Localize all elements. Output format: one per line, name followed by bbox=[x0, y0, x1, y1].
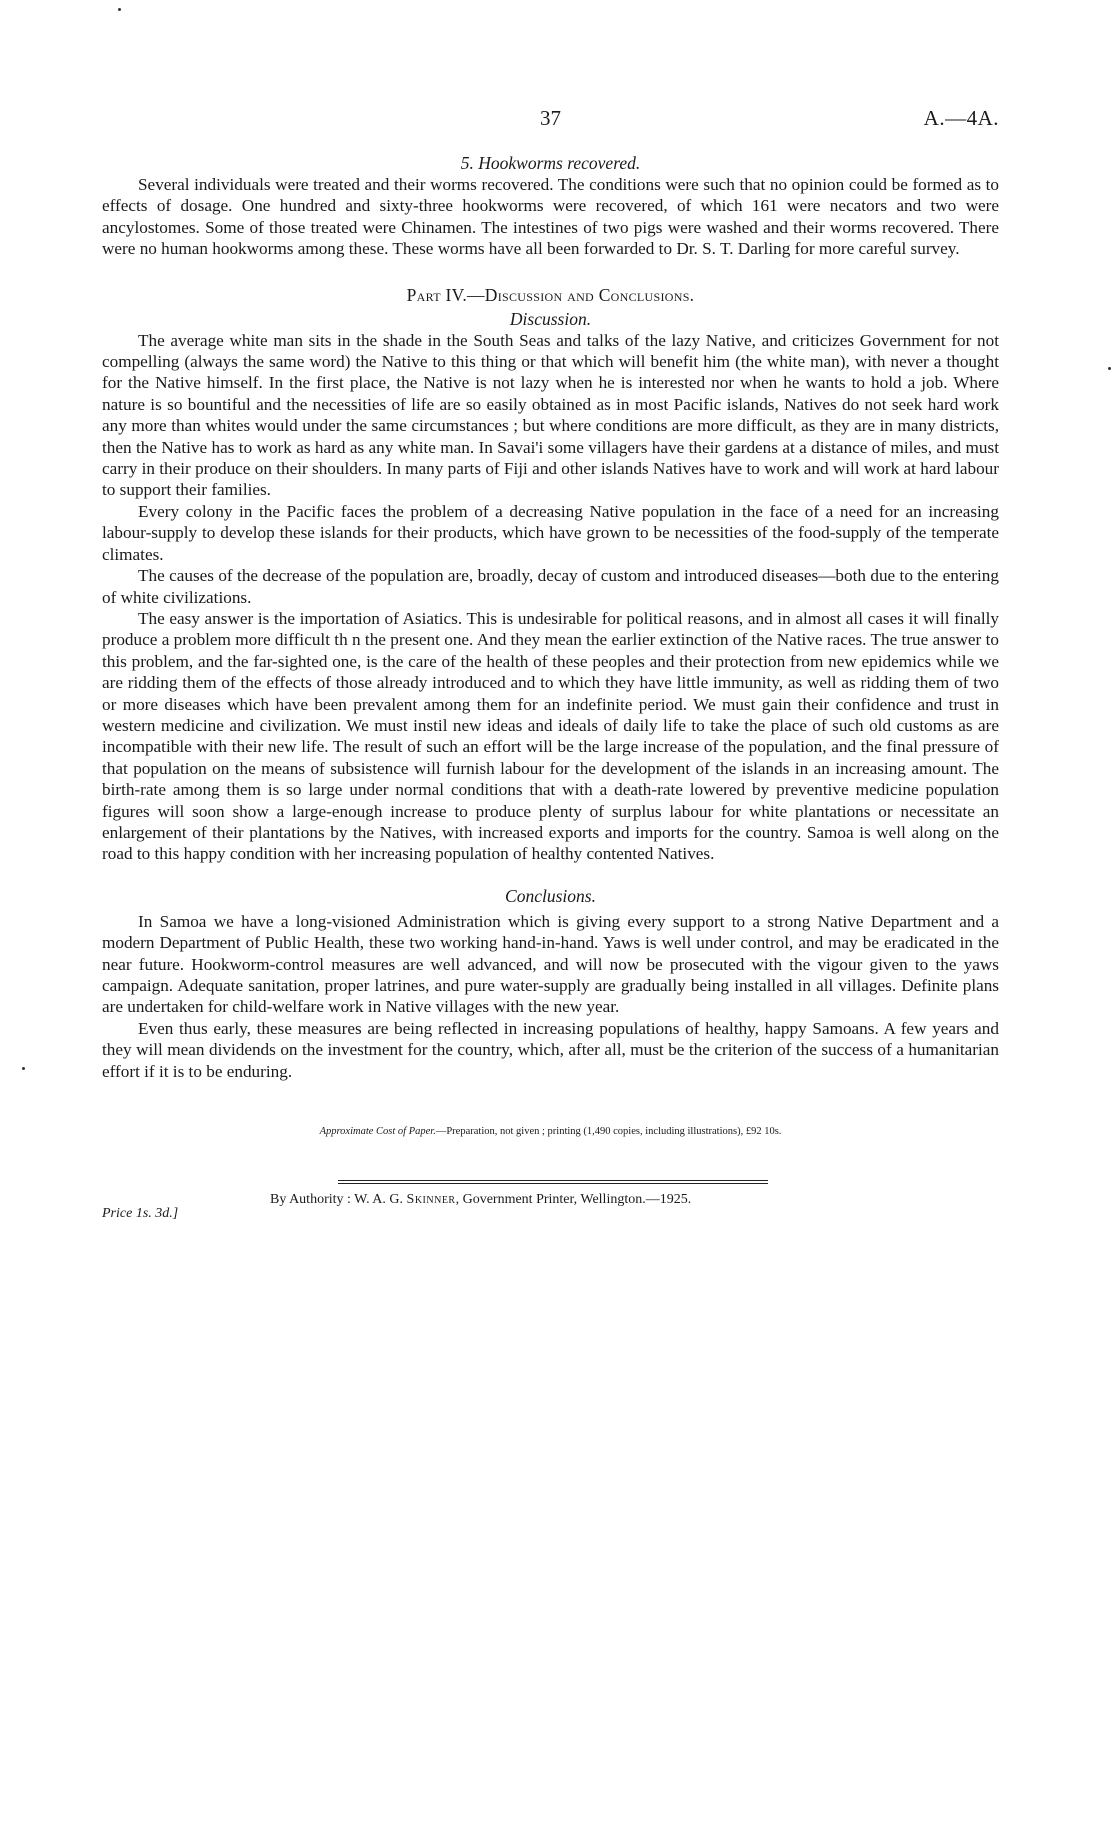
divider-rule bbox=[338, 1183, 768, 1184]
divider-rule bbox=[338, 1180, 768, 1181]
authority-line bbox=[270, 1192, 999, 1208]
authority-prefix: By Authority : W. A. G. bbox=[270, 1192, 407, 1208]
document-reference: A.—4A. bbox=[923, 106, 999, 130]
scan-mark bbox=[22, 1067, 25, 1070]
discussion-heading: Discussion. bbox=[509, 308, 592, 329]
paragraph: The easy answer is the importation of Asiatics. This is undesirable for political reasons, and in almost all cases it will finally produce a problem more difficult th n the present one. And they mean the earlier extinction of the Native races. The true answer to this problem, and the far-sighted one, is the care of the health of these peoples and their protection from new epidemics while we are ridding them of the effects of those already introduced and to which they have little immunity, as well as ridding them of two or more diseases which have been prevalent among them for an indefinite period. We must gain their confidence and trust in western medicine and civilization. We must instil new ideas and ideals of daily life to take the place of such old customs as are incompatible with their new life. The result of such an effort will be the large increase of the population, and the final pressure of that population on the means of subsistence will furnish labour for the development of the islands in an increasing amount. The birth-rate among them is so large under normal conditions that with a death-rate lowered by preventive medicine population figures will soon show a large-enough increase to produce plenty of surplus labour for white plantations or necessitate an enlargement of their plantations by the Natives, with increased exports and imports for the country. Samoa is well along on the road to this happy condition with her increasing population of healthy contented Natives. bbox=[102, 608, 999, 864]
section-heading: 5. Hookworms recovered. bbox=[460, 153, 641, 173]
page-header bbox=[102, 0, 999, 130]
scan-mark bbox=[1108, 367, 1111, 370]
conclusions-heading: Conclusions. bbox=[505, 885, 596, 906]
authority-suffix: , Government Printer, Wellington.—1925. bbox=[455, 1192, 692, 1208]
paragraph: In Samoa we have a long-visioned Administration which is giving every support to a strong Native Department and a modern Department of Public Health, these two working hand-in-hand. Yaws is well under control, and may be eradicated in the near future. Hookworm-control measures are well advanced, and will now be prosecuted with the vigour given to the yaws campaign. Adequate sanitation, proper latrines, and pure water-supply are gradually being installed in all villages. Definite plans are undertaken for child-welfare work in Native villages with the new year. bbox=[102, 911, 999, 1017]
paragraph: Every colony in the Pacific faces the problem of a decreasing Native population in the face of a need for an increasing labour-supply to develop these islands for their products, which have grown to be necessities of the food-supply of the temperate climates. bbox=[102, 501, 999, 564]
paragraph: The average white man sits in the shade in the South Seas and talks of the lazy Native, and criticizes Government for not compelling (always the same word) the Native to this thing or that which will benefit him (the white man), with never a thought for the Native himself. In the first place, the Native is not lazy when he is interested nor when he wants to hold a job. Where nature is so bountiful and the necessities of life are so easily obtained as in most Pacific islands, Natives do not seek hard work any more than whites would under the same circumstances ; but where conditions are more difficult, as they are in many districts, then the Native has to work as hard as any white man. In Savai'i some villagers have their gardens at a distance of miles, and must carry in their produce on their shoulders. In many parts of Fiji and other islands Natives have to work and will work at hard labour to support their families. bbox=[102, 330, 999, 500]
cost-of-paper-note bbox=[102, 1126, 999, 1137]
paragraph: Several individuals were treated and their worms recovered. The conditions were such that no opinion could be formed as to effects of dosage. One hundred and sixty-three hookworms were recovered, of which 161 were necators and two were ancylostomes. Some of those treated were Chinamen. The intestines of two pigs were washed and their worms recovered. There were no human hookworms among these. These worms have all been forwarded to Dr. S. T. Darling for more careful survey. bbox=[102, 175, 999, 259]
paragraph: Even thus early, these measures are being reflected in increasing populations of healthy, happy Samoans. A few years and they will mean dividends on the investment for the country, which, after all, must be the criterion of the success of a humanitarian effort if it is to be enduring. bbox=[102, 1018, 999, 1081]
page-number: 37 bbox=[540, 106, 561, 130]
paragraph: The causes of the decrease of the population are, broadly, decay of custom and introduced diseases—both due to the entering of white civilizations. bbox=[102, 566, 999, 607]
cost-text: —Preparation, not given ; printing (1,490 copies, including illustrations), £92 10s. bbox=[435, 1126, 782, 1138]
printer-name: Skinner bbox=[406, 1192, 456, 1208]
section-hookworms bbox=[102, 152, 999, 260]
document-page bbox=[102, 0, 999, 1222]
part-heading: Part IV.—Discussion and Conclusions. bbox=[406, 284, 695, 305]
imprint bbox=[102, 1192, 999, 1222]
price: Price 1s. 3d.] bbox=[102, 1206, 179, 1222]
part-four bbox=[102, 284, 999, 1082]
cost-label: Approximate Cost of Paper. bbox=[319, 1126, 436, 1138]
